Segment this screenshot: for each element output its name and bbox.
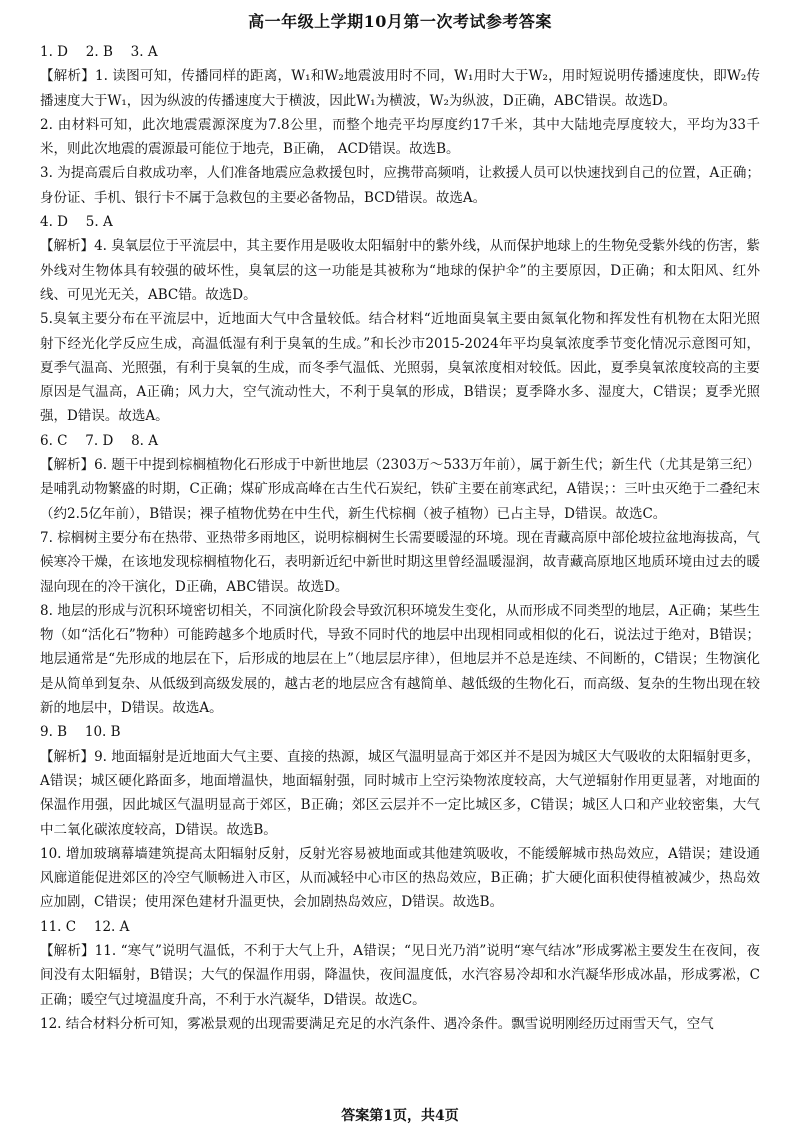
answer-line-1-3: 1. D 2. B 3. A — [40, 44, 158, 60]
explanation-q3: 3. 为提高震后自救成功率，人们准备地震应急救援包时，应携带高频哨，让救援人员可以快速找到自己的位置，A正确；身份证、手机、银行卡不属于急救包的主要必备物品，BCD错误。故选A。 — [40, 165, 760, 206]
explanation-q11: 【解析】11. “寒气”说明气温低，不利于大气上升，A错误；“见日光乃消”说明“寒气结冰”形成雾凇主要发生在夜间，夜间没有太阳辐射，B错误；大气的保温作用弱，降温快，夜间温度低，水汽容易冷却和水汽凝华形成冰晶，形成雾凇，C正确；暖空气过境温度升高，不利于水汽凝华，D错误。故选C。 — [40, 942, 760, 1008]
explanation-q9: 【解析】9. 地面辐射是近地面大气主要、直接的热源，城区气温明显高于郊区并不是因为城区大气吸收的太阳辐射更多，A错误；城区硬化路面多，地面增温快，地面辐射强，同时城市上空污染物浓度较高，大气逆辐射作用更显著，对地面的保温作用强，因此城区气温明显高于郊区，B正确；郊区云层并不一定比城区多，C错误；城区人口和产业较密集，大气中二氧化碳浓度较高，D错误。故选B。 — [40, 748, 760, 838]
answer-line-11-12: 11. C 12. A — [40, 918, 130, 935]
explanation-q4: 【解析】4. 臭氧层位于平流层中，其主要作用是吸收太阳辐射中的紫外线，从而保护地球上的生物免受紫外线的伤害，紫外线对生物体具有较强的破坏性，臭氧层的这一功能是其被称为“地球的保护伞”的主要原因，D正确；和太阳风、红外线、可见光无关，ABC错。故选D。 — [40, 238, 760, 303]
page-title: 高一年级上学期10月第一次考试参考答案 — [248, 12, 552, 31]
explanation-q1: 【解析】1. 读图可知，传播同样的距离，W₁和W₂地震波用时不同，W₁用时大于W₂，用时短说明传播速度快，即W₂传播速度大于W₁，因为纵波的传播速度大于横波，因此W₁为横波，W₂为纵波，D正确，ABC错误。故选D。 — [40, 68, 760, 109]
answer-line-6-8: 6. C 7. D 8. A — [40, 432, 158, 449]
explanation-q8: 8. 地层的形成与沉积环境密切相关，不同演化阶段会导致沉积环境发生变化，从而形成不同类型的地层，A正确；某些生物（如“活化石”物种）可能跨越多个地质时代，导致不同时代的地层中出现相同或相似的化石，说法过于绝对，B错误；地层通常是“先形成的地层在下，后形成的地层在上”（地层层序律），但地层并不总是连续、不间断的，C错误；生物演化是从简单到复杂、从低级到高级发展的，越古老的地层应含有越简单、越低级的生物化石，而高级、复杂的生物出现在较新的地层中，D错误。故选A。 — [40, 602, 760, 717]
answer-line-4-5: 4. D 5. A — [40, 214, 113, 231]
explanation-q7: 7. 棕榈树主要分布在热带、亚热带多雨地区，说明棕榈树生长需要暖湿的环境。现在青藏高原中部伦坡拉盆地海拔高，气候寒冷干燥，在该地发现棕榈植物化石，表明新近纪中新世时期这里曾经温暖湿润，故青藏高原地区地质环境由过去的暖湿向现在的冷干演化，D正确，ABC错误。故选D。 — [40, 529, 760, 595]
explanation-q2: 2. 由材料可知，此次地震震源深度为7.8公里，而整个地壳平均厚度约17千米，其中大陆地壳厚度较大，平均为33千米，则此次地震的震源最可能位于地壳，B正确， ACD错误。故选B。 — [40, 116, 760, 158]
explanation-q10: 10. 增加玻璃幕墙建筑提高太阳辐射反射，反射光容易被地面或其他建筑吸收，不能缓解城市热岛效应，A错误；建设通风廊道能促进郊区的冷空气顺畅进入市区，从而减轻中心市区的热岛效应，B正确；扩大硬化面积使得植被减少，热岛效应加剧，C错误；使用深色建材升温更快，会加剧热岛效应，D错误。故选B。 — [40, 845, 760, 911]
page-footer: 答案第1页，共4页 — [341, 1108, 459, 1124]
answer-line-9-10: 9. B 10. B — [40, 724, 121, 741]
explanation-q12: 12. 结合材料分析可知，雾凇景观的出现需要满足充足的水汽条件、遇冷条件。飘雪说明刚经历过雨雪天气，空气 — [40, 1015, 714, 1032]
explanation-q5: 5.臭氧主要分布在平流层中，近地面大气中含量较低。结合材料“近地面臭氧主要由氮氧化物和挥发性有机物在太阳光照射下经光化学反应生成，高温低湿有利于臭氧的生成。”和长沙市2015-2024年平均臭氧浓度季节变化情况示意图可知，夏季气温高、光照强，有利于臭氧的生成，而冬季气温低、光照弱，臭氧浓度相对较低。因此，夏季臭氧浓度较高的主要原因是气温高，A正确；风力大，空气流动性大，不利于臭氧的形成，B错误；夏季降水多、湿度大，C错误；夏季光照强，D错误。故选A。 — [40, 311, 760, 425]
explanation-q6: 【解析】6. 题干中提到棕榈植物化石形成于中新世地层（2303万～533万年前），属于新生代；新生代（尤其是第三纪）是哺乳动物繁盛的时期，C正确；煤矿形成高峰在古生代石炭纪，铁矿主要在前寒武纪，A错误；：三叶虫灭绝于二叠纪末（约2.5亿年前），B错误；裸子植物优势在中生代，新生代棕榈（被子植物）已占主导，D错误。故选C。 — [40, 457, 760, 522]
